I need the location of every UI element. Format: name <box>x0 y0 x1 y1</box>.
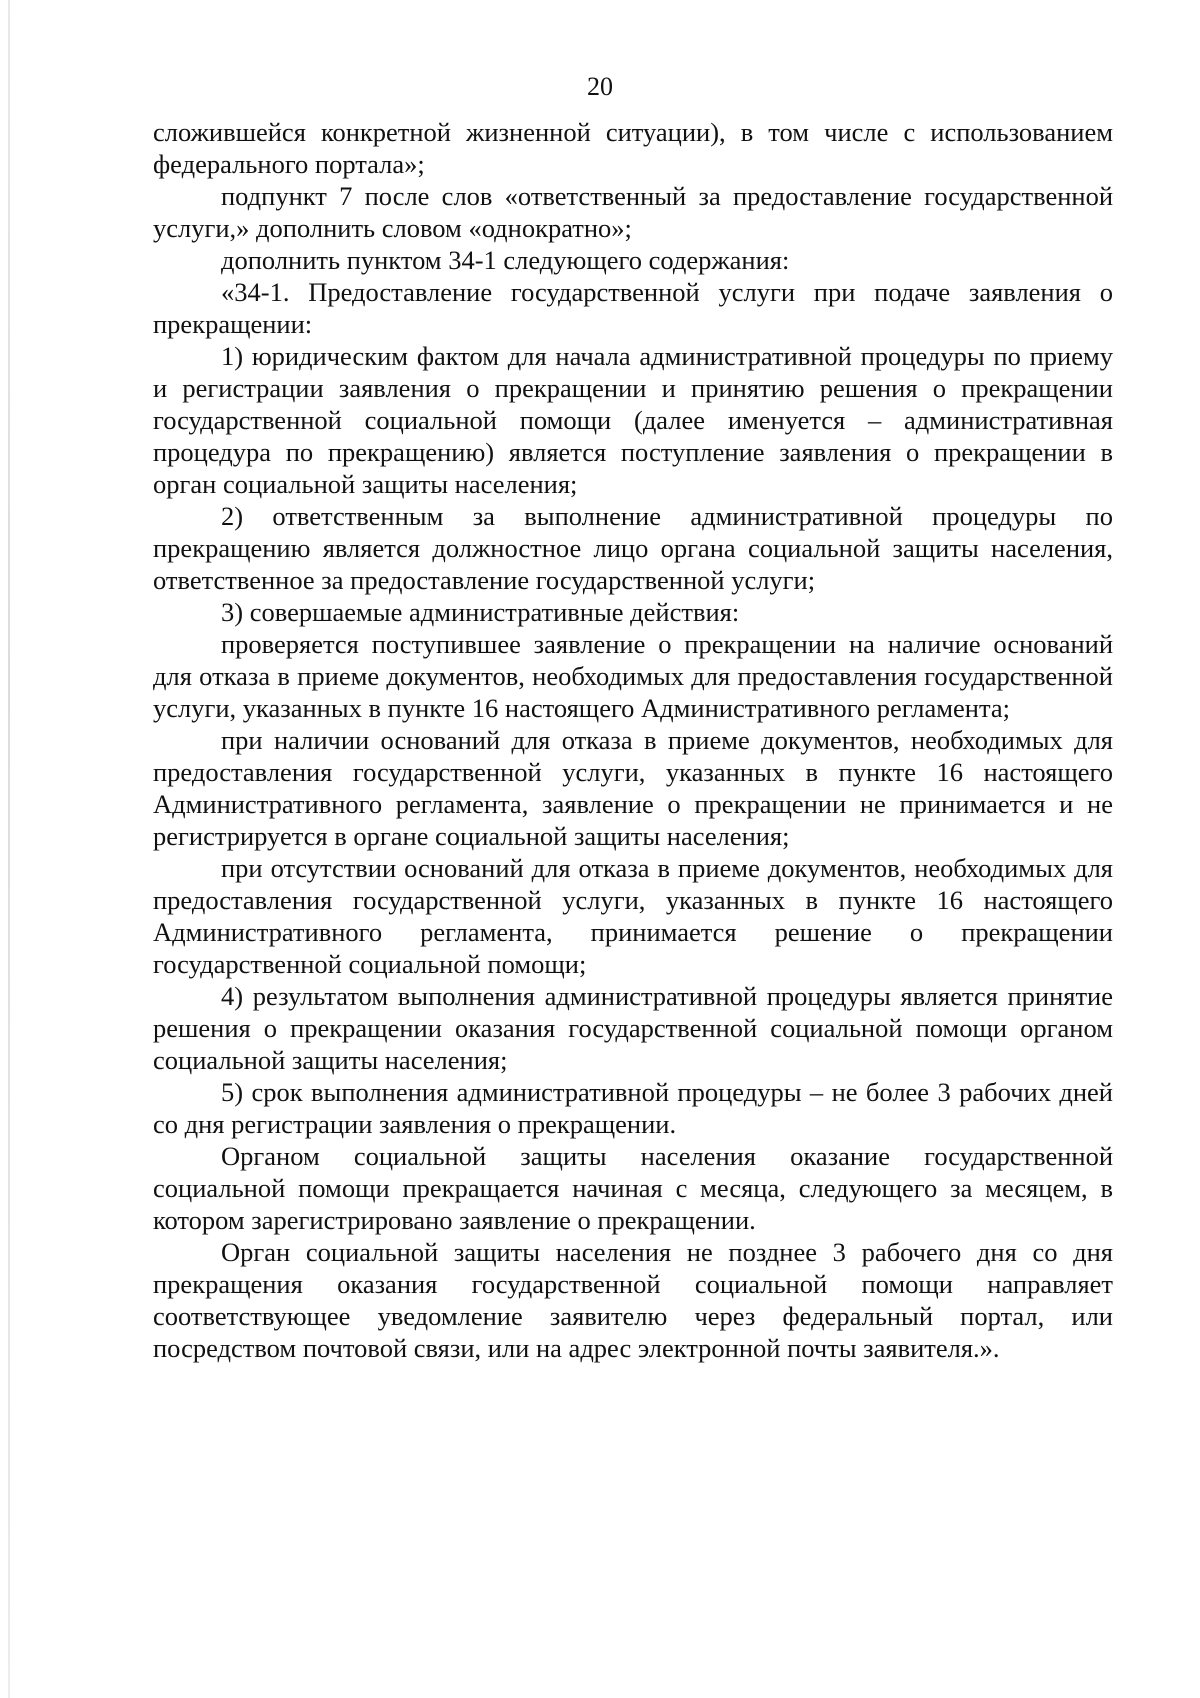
document-body <box>153 116 1113 1364</box>
paragraph-subpoint-7: подпункт 7 после слов «ответственный за предоставление государственной услуги,» дополнить словом «однократно»; <box>153 181 1113 243</box>
paragraph-termination-month: Органом социальной защиты населения оказание государственной социальной помощи прекращается начиная с месяца, следующего за месяцем, в котором зарегистрировано заявление о прекращении. <box>153 1141 1113 1235</box>
paragraph-item-2: 2) ответственным за выполнение административной процедуры по прекращению является должностное лицо органа социальной защиты населения, ответственное за предоставление государственной услуги; <box>153 501 1113 595</box>
paragraph-check: проверяется поступившее заявление о прекращении на наличие оснований для отказа в приеме документов, необходимых для предоставления государственной услуги, указанных в пункте 16 настоящего Административного регламента; <box>153 629 1113 723</box>
paragraph-34-1-title: «34-1. Предоставление государственной услуги при подаче заявления о прекращении: <box>153 277 1113 339</box>
paragraph-item-1: 1) юридическим фактом для начала административной процедуры по приему и регистрации заявления о прекращении и принятию решения о прекращении государственной социальной помощи (далее именуется – административная процедура по прекращению) является поступление заявления о прекращении в орган социальной защиты населения; <box>153 341 1113 499</box>
page-number: 20 <box>587 72 613 101</box>
scan-edge-line <box>8 0 10 1698</box>
paragraph-grounds-present: при наличии оснований для отказа в приеме документов, необходимых для предоставления государственной услуги, указанных в пункте 16 настоящего Административного регламента, заявление о прекращении не принимается и не регистрируется в органе социальной защиты населения; <box>153 725 1113 851</box>
paragraph-continuation: сложившейся конкретной жизненной ситуации), в том числе с использованием федерального портала»; <box>153 117 1113 179</box>
paragraph-item-4: 4) результатом выполнения административной процедуры является принятие решения о прекращении оказания государственной социальной помощи органом социальной защиты населения; <box>153 981 1113 1075</box>
paragraph-grounds-absent: при отсутствии оснований для отказа в приеме документов, необходимых для предоставления государственной услуги, указанных в пункте 16 настоящего Административного регламента, принимается решение о прекращении государственной социальной помощи; <box>153 853 1113 979</box>
paragraph-item-3: 3) совершаемые административные действия: <box>221 597 740 627</box>
paragraph-item-5: 5) срок выполнения административной процедуры – не более 3 рабочих дней со дня регистрации заявления о прекращении. <box>153 1077 1113 1139</box>
paragraph-notification: Орган социальной защиты населения не позднее 3 рабочего дня со дня прекращения оказания государственной социальной помощи направляет соответствующее уведомление заявителю через федеральный портал, или посредством почтовой связи, или на адрес электронной почты заявителя.». <box>153 1237 1113 1363</box>
paragraph-add-point: дополнить пунктом 34-1 следующего содержания: <box>221 245 790 275</box>
